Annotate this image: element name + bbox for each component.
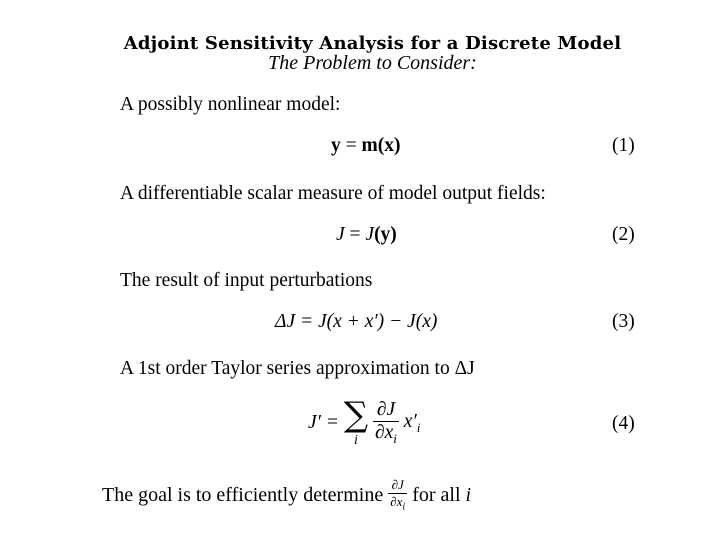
- eq2-eqsign: =: [349, 224, 361, 245]
- page-subtitle: The Problem to Consider:: [268, 52, 477, 74]
- goal-fraction: [388, 478, 407, 513]
- equation-3: ΔJ = J(x + x′) − J(x): [275, 311, 438, 332]
- sum-sign: ∑: [343, 395, 369, 435]
- eq4-frac-num: ∂J: [376, 399, 396, 420]
- goal-tail: for all: [412, 483, 461, 506]
- equation-3-number: (3): [612, 311, 635, 332]
- goal-frac-num: ∂J: [391, 477, 404, 492]
- equation-2-number: (2): [612, 224, 635, 245]
- eq1-eqsign: =: [345, 135, 357, 156]
- goal-index: i: [465, 483, 472, 506]
- text-line-5: [102, 478, 471, 513]
- text-line-2: A differentiable scalar measure of model output fields:: [120, 183, 546, 204]
- eq2-left: J: [336, 224, 345, 245]
- eq4-left: J′ =: [308, 412, 339, 433]
- eq1-arg: (x): [377, 135, 401, 156]
- eq4-frac-den-sub: i: [393, 431, 397, 447]
- text-line-4: A 1st order Taylor series approximation to ΔJ: [120, 358, 475, 379]
- equation-1: [331, 135, 401, 157]
- equation-4-number: (4): [612, 413, 635, 434]
- eq4-frac-den: ∂x: [375, 422, 394, 444]
- equation-2: [336, 224, 397, 246]
- eq2-fn: J: [365, 224, 375, 245]
- goal-frac-den-sub: i: [402, 501, 406, 513]
- eq1-fn: m: [361, 135, 378, 156]
- eq4-fraction: [373, 400, 399, 446]
- goal-text: The goal is to efficiently determine: [102, 483, 384, 506]
- eq4-term-sub: i: [416, 419, 421, 435]
- eq2-arg: (y): [374, 224, 397, 245]
- sum-symbol: [343, 395, 369, 448]
- text-line-1: A possibly nonlinear model:: [120, 94, 341, 115]
- text-line-3: The result of input perturbations: [120, 270, 373, 291]
- eq1-left: y: [331, 135, 341, 156]
- sum-index: i: [354, 433, 358, 448]
- goal-frac-den: ∂x: [390, 493, 403, 509]
- page-title: Adjoint Sensitivity Analysis for a Discrete Model: [123, 33, 622, 54]
- equation-4: [308, 395, 421, 448]
- equation-1-number: (1): [612, 135, 635, 156]
- eq4-term: x′: [403, 410, 417, 432]
